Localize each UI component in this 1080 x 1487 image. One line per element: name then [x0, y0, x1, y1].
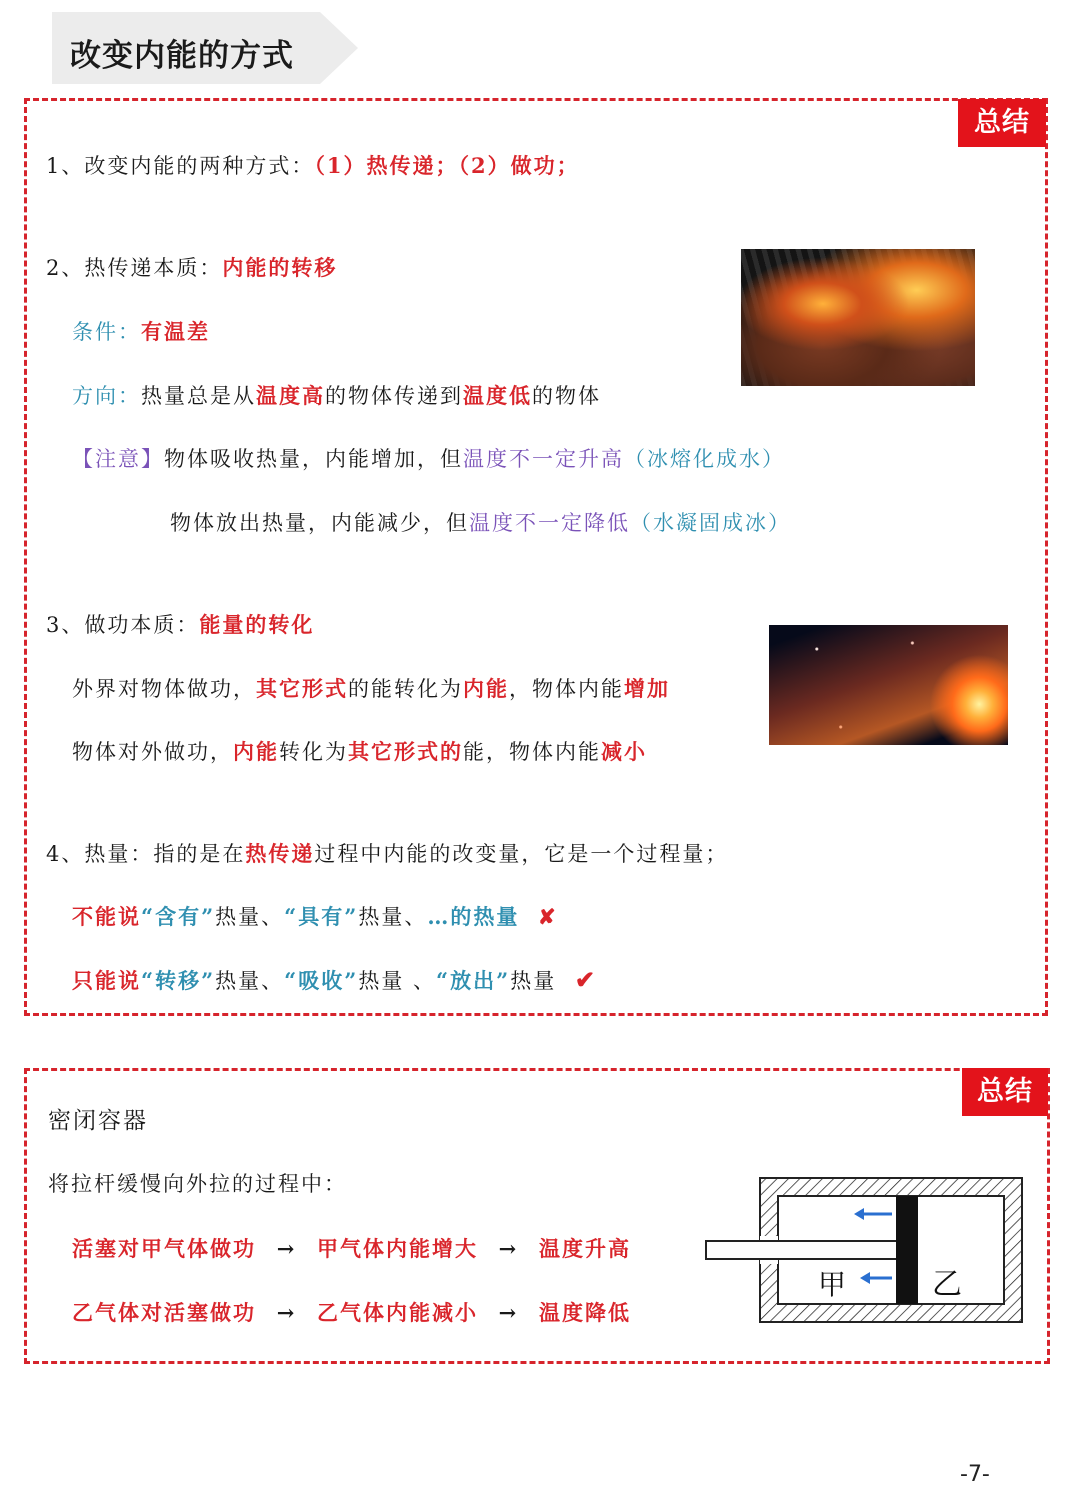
- container-intro: 将拉杆缓慢向外拉的过程中：: [48, 1172, 347, 1196]
- row-1-step-3: 温度升高: [538, 1236, 631, 1261]
- comet-image: [769, 625, 1008, 745]
- note-line-1: [72, 443, 785, 473]
- summary-tag-2: 总结: [962, 1068, 1048, 1116]
- direction-label: 方向：: [72, 384, 141, 408]
- only-f: 热量: [510, 969, 557, 993]
- item-1: [46, 150, 580, 180]
- work-2-b: 内能: [233, 739, 279, 764]
- note-label: 【注意】: [72, 447, 164, 471]
- item-1-value: （1）热传递；（2）做功；: [314, 153, 580, 178]
- direction-text-b: 的物体传递到: [325, 384, 463, 408]
- item-2: [46, 252, 337, 282]
- item-4-label: 4、热量：指的是在: [46, 842, 246, 866]
- only-d: 热量 、: [358, 969, 437, 993]
- work-1-b: 其它形式: [256, 676, 348, 701]
- direction-cold: 温度低: [463, 383, 532, 408]
- row-1-step-2: 甲气体内能增大: [316, 1236, 478, 1261]
- condition-value: 有温差: [141, 319, 210, 344]
- note-1-example: （冰熔化成水）: [624, 447, 785, 471]
- summary-tag-1: 总结: [958, 99, 1046, 147]
- item-2-label: 2、热传递本质：: [46, 256, 223, 280]
- arrow-icon: →: [276, 1236, 297, 1261]
- container-title: 密闭容器: [48, 1108, 148, 1134]
- page-number: -7-: [960, 1462, 990, 1487]
- grilled-steak-image: [741, 249, 975, 386]
- direction-hot: 温度高: [256, 383, 325, 408]
- check-icon: ✔: [574, 965, 597, 994]
- cannot-e: …的热量: [427, 904, 520, 929]
- direction-line: [72, 380, 601, 410]
- piston: [896, 1196, 918, 1304]
- cross-icon: ✘: [538, 904, 558, 929]
- arrow-icon: →: [498, 1300, 519, 1325]
- direction-text-c: 的物体: [532, 384, 601, 408]
- work-1-d: 内能: [463, 676, 509, 701]
- process-row-2: [72, 1297, 631, 1327]
- row-2-step-1: 乙气体对活塞做功: [72, 1300, 256, 1325]
- note-1-highlight: 温度不一定升高: [463, 447, 624, 471]
- row-2-step-3: 温度降低: [538, 1300, 631, 1325]
- item-2-value: 内能的转移: [222, 255, 338, 280]
- cannot-c: “具有”: [284, 904, 359, 929]
- note-2-text: 物体放出热量，内能减少，但: [170, 511, 469, 535]
- work-2-e: 能，物体内能: [463, 740, 601, 764]
- piston-diagram: [704, 1172, 1026, 1328]
- note-2-example: （水凝固成冰）: [630, 511, 791, 535]
- item-4-highlight: 热传递: [245, 841, 315, 866]
- work-2-c: 转化为: [279, 740, 348, 764]
- item-4-suffix: 过程中内能的改变量，它是一个过程量；: [314, 842, 729, 866]
- work-1-e: ，物体内能: [509, 677, 624, 701]
- work-2-f: 减小: [601, 739, 647, 764]
- only-b: 热量、: [215, 969, 285, 993]
- direction-text-a: 热量总是从: [141, 384, 256, 408]
- only-label: 只能说: [72, 968, 141, 993]
- arrow-icon: →: [276, 1300, 297, 1325]
- item-3-label: 3、做功本质：: [46, 613, 200, 637]
- cannot-say-line: [72, 901, 558, 931]
- only-c: “吸收”: [284, 968, 359, 993]
- note-line-2: [170, 507, 791, 537]
- process-row-1: [72, 1233, 631, 1263]
- cannot-d: 热量、: [358, 905, 428, 929]
- work-1-a: 外界对物体做功，: [72, 677, 256, 701]
- only-a: “转移”: [141, 968, 216, 993]
- row-2-step-2: 乙气体内能减小: [316, 1300, 478, 1325]
- only-say-line: [72, 965, 597, 995]
- only-e: “放出”: [436, 968, 511, 993]
- cannot-a: “含有”: [141, 904, 216, 929]
- work-2-d: 其它形式的: [348, 739, 463, 764]
- row-1-step-1: 活塞对甲气体做功: [72, 1236, 256, 1261]
- cannot-b: 热量、: [215, 905, 285, 929]
- page-title: 改变内能的方式: [70, 38, 294, 74]
- work-line-2: [72, 736, 647, 766]
- work-2-a: 物体对外做功，: [72, 740, 233, 764]
- work-line-1: [72, 673, 670, 703]
- item-3-value: 能量的转化: [199, 612, 315, 637]
- note-2-highlight: 温度不一定降低: [469, 511, 630, 535]
- arrow-icon: →: [498, 1236, 519, 1261]
- item-4: [46, 838, 728, 868]
- work-1-c: 的能转化为: [348, 677, 463, 701]
- gas-b-label: 乙: [932, 1267, 962, 1302]
- work-1-f: 增加: [624, 676, 670, 701]
- gas-a-label: 甲: [818, 1268, 847, 1301]
- summary-box-1: [24, 98, 1048, 1016]
- item-1-label: 1、改变内能的两种方式：: [46, 154, 315, 178]
- note-1-text: 物体吸收热量，内能增加，但: [164, 447, 463, 471]
- item-3: [46, 609, 314, 639]
- cannot-label: 不能说: [72, 904, 141, 929]
- pull-rod: [706, 1241, 898, 1259]
- condition-label: 条件：: [72, 320, 141, 344]
- condition-line: [72, 316, 210, 346]
